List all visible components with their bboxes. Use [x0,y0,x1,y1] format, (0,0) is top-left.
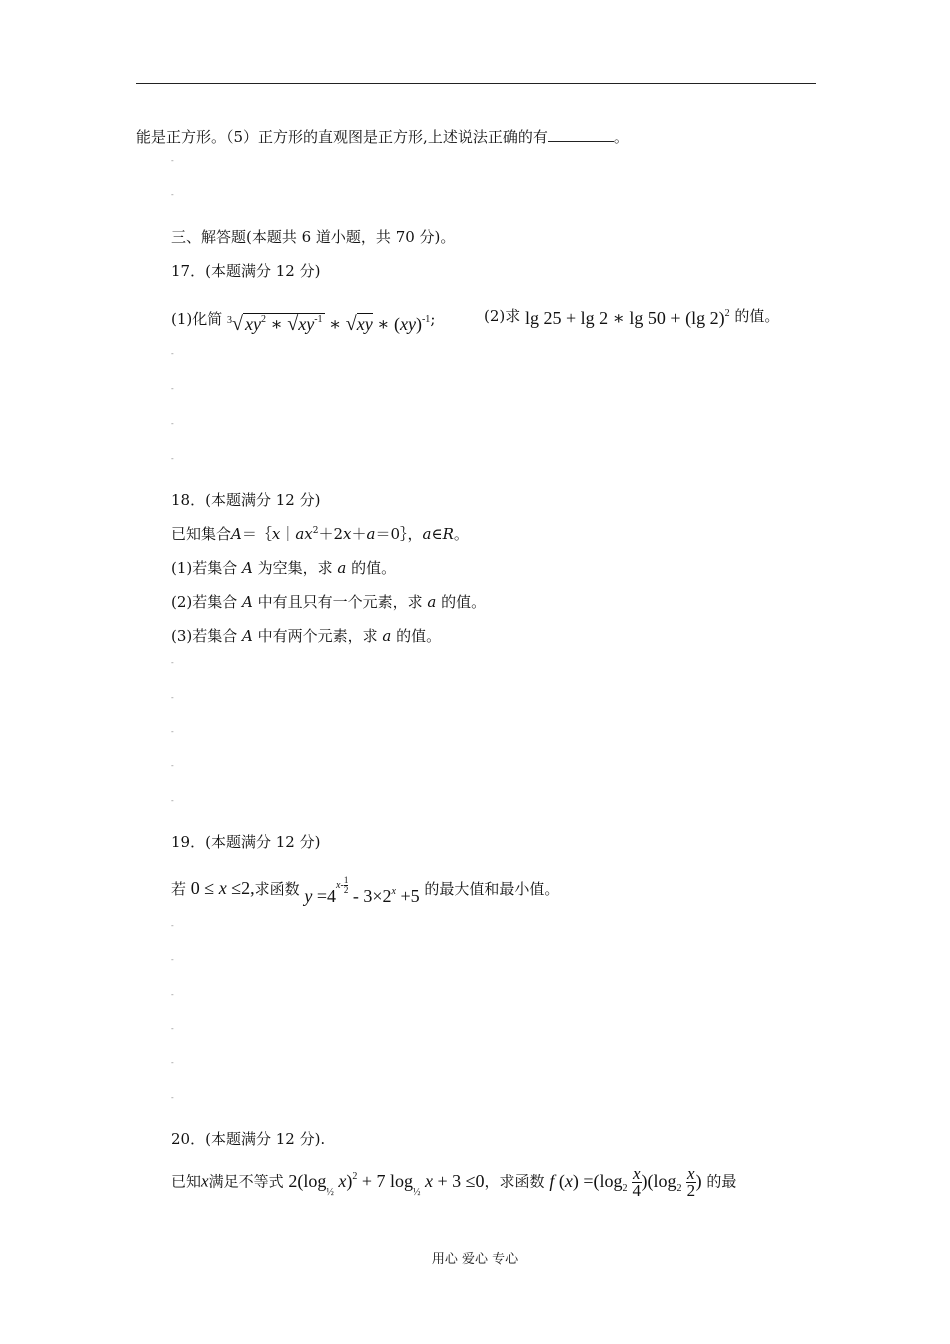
q18-stem-in: ∈ [431,525,443,543]
q20-header: 20．(本题满分 12 分). [171,1130,326,1148]
q18-stem: 已知集合$A=\{x|ax^2+2x+a=0\}$，a∈R。 [171,525,469,543]
q17-header: 17．(本题满分 12 分) [171,262,321,280]
q18-stem-prefix: 已知集合 [171,525,232,543]
q19-body [171,875,560,912]
q20-inequality: $2(\log_{\frac{1}{2}}$ x)$^2$ + 7 $\log_{\frac{1}{2}} x + 3 \le 0$ [288,1170,485,1198]
q18-stem-eq: ＝｛ [241,525,272,543]
q18-stem-bar: ｜ [280,525,296,543]
q20-x: x [201,1171,209,1191]
paragraph-mark: - [171,349,174,358]
q20-body [171,1166,736,1206]
intro-line [136,127,629,147]
answer-blank[interactable] [548,127,614,142]
q20-mid: 满足不等式 [208,1172,284,1191]
header-rule [136,83,816,84]
q20-mid2: ，求函数 [484,1172,545,1191]
q17-part2-label: (2)求 [484,307,521,325]
paragraph-mark: - [171,1024,174,1033]
paragraph-mark: - [171,384,174,393]
q19-function: $y =4^{x- \frac{1}{2}} - 3\times 2^x +5$ [304,875,420,906]
q17-part1-tail: ; [430,310,436,328]
page-footer: 用心 爱心 专心 [431,1252,519,1267]
paragraph-mark: - [171,727,174,736]
paragraph-mark: - [171,990,174,999]
paragraph-mark: - [171,1093,174,1102]
paragraph-mark: - [171,921,174,930]
q18-stem-a: a [366,525,376,543]
paragraph-mark: - [171,190,174,199]
q18-part3: (3)若集合 A 中有两个元素，求 a 的值。 [171,627,442,645]
q17-part2 [484,305,779,329]
q18-stem-a2: a [422,525,432,543]
q18-stem-plus: ＋ [351,525,367,543]
q19-header: 19．(本题满分 12 分) [171,833,321,851]
intro-end: 。 [613,128,629,146]
q17-part1 [171,305,435,339]
paragraph-mark: - [171,955,174,964]
q18-stem-eq0: ＝0｝， [375,525,423,543]
q18-stem-x: x [271,525,281,543]
q19-tail: 的最大值和最小值。 [424,880,560,898]
q19-mid: 求函数 [254,880,300,898]
q17-part1-label: (1)化简 [171,310,223,328]
q17-formula2: lg 25 + lg 2 ∗ lg 50 + (lg 2)$^2$ [525,308,730,328]
q18-set-symbol: A [231,525,242,543]
paragraph-mark: - [171,156,174,165]
q19-prefix: 若 [171,880,187,898]
paragraph-mark: - [171,796,174,805]
q18-header: 18．(本题满分 12 分) [171,491,321,509]
q18-stem-x2: x [343,525,352,543]
section-heading: 三、解答题(本题共 6 道小题，共 70 分)。 [171,228,456,246]
q18-part2: (2)若集合 A 中有且只有一个元素，求 a 的值。 [171,593,487,611]
q20-prefix: 已知 [171,1172,202,1191]
paragraph-mark: - [171,658,174,667]
paragraph-mark: - [171,454,174,463]
q18-stem-plus2: ＋2 [318,525,344,543]
q18-part1: (1)若集合 A 为空集，求 a 的值。 [171,559,397,577]
q20-function: f $(x) =(\log_2$ $\frac{x}{4}$ )($\log_2$ $\frac{x}{2}$ ) [549,1164,702,1200]
paragraph-mark: - [171,693,174,702]
paragraph-mark: - [171,1058,174,1067]
paragraph-mark: - [171,419,174,428]
intro-text: 能是正方形。（5）正方形的直观图是正方形,上述说法正确的有 [136,128,548,146]
q17-formula1: $^3$√ $xy^2$ ∗ $√xy^{-1}$ ∗ √xy ∗ (xy)$^{-1}$ [227,313,431,335]
q17-part2-tail: 的值。 [734,307,780,325]
q20-tail: 的最 [706,1172,737,1191]
q18-stem-end: 。 [453,525,469,543]
paragraph-mark: - [171,761,174,770]
q19-range: 0 ≤ x ≤2, [190,878,255,898]
q18-stem-ax: ax [295,525,313,543]
q18-stem-R: R [442,525,454,543]
